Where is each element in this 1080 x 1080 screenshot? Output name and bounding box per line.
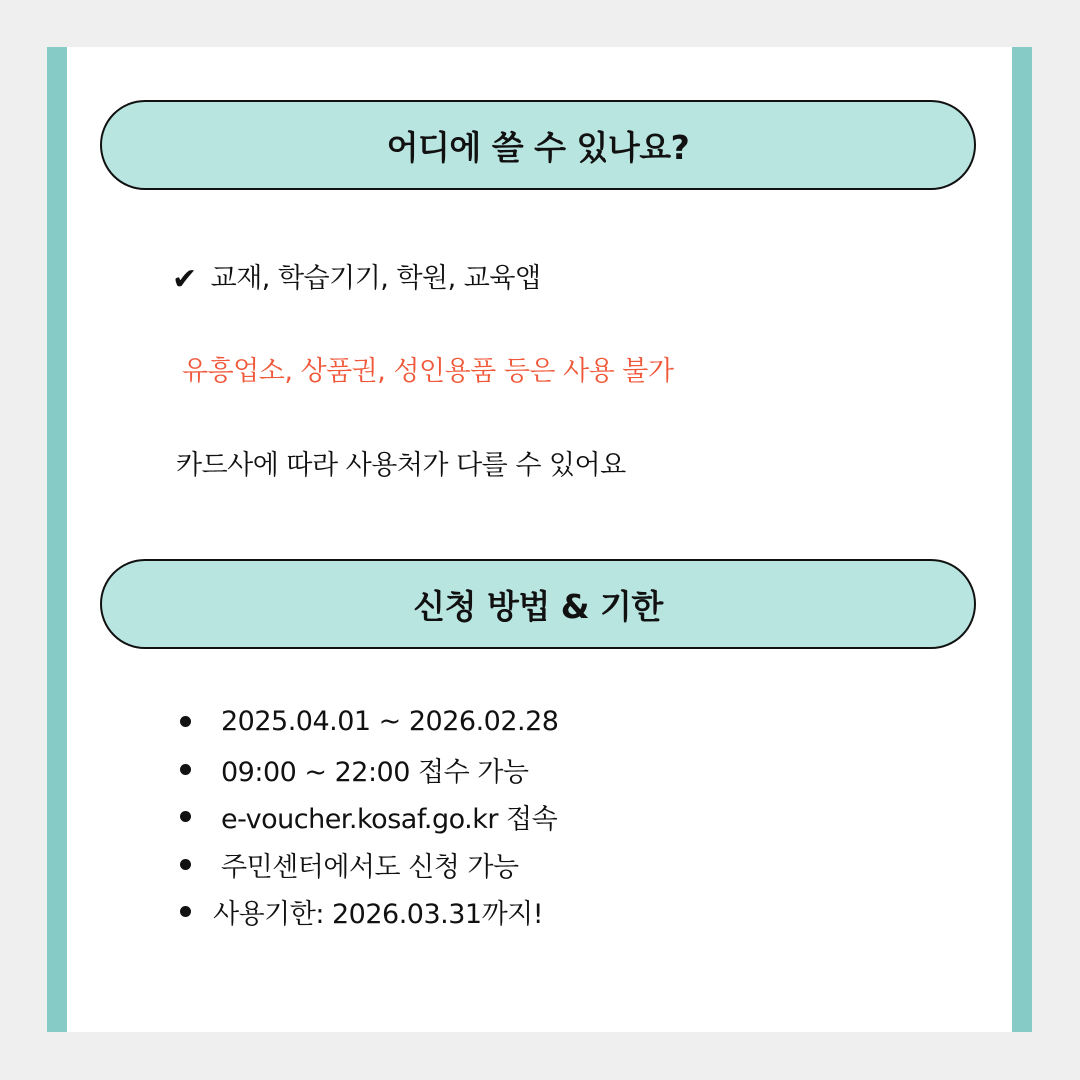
usage-section-header <box>100 100 976 190</box>
bullet-icon <box>180 716 191 727</box>
apply-website-text: e-voucher.kosaf.go.kr 접속 <box>221 804 558 836</box>
apply-period-text: 2025.04.01 ~ 2026.02.28 <box>221 706 559 738</box>
apply-info-list <box>180 698 558 936</box>
list-item <box>180 793 558 841</box>
usage-deadline-text: 사용기한: 2026.03.31까지! <box>213 899 544 931</box>
apply-community-center-text: 주민센터에서도 신청 가능 <box>221 851 519 883</box>
list-item <box>180 841 558 889</box>
restricted-usage-text: 유흥업소, 상품권, 성인용품 등은 사용 불가 <box>182 356 674 387</box>
usage-section-title: 어디에 쓸 수 있나요? <box>386 127 690 167</box>
bullet-icon <box>180 764 191 775</box>
apply-hours-text: 09:00 ~ 22:00 접수 가능 <box>221 756 529 788</box>
bullet-icon <box>180 859 191 870</box>
usage-note-text: 카드사에 따라 사용처가 다를 수 있어요 <box>176 450 626 481</box>
checkmark-icon: ✔ <box>172 262 197 297</box>
list-item <box>180 746 558 794</box>
allowed-usage-text: 교재, 학습기기, 학원, 교육앱 <box>210 263 541 294</box>
right-accent-bar <box>1012 47 1032 1032</box>
list-item <box>180 888 558 936</box>
left-accent-bar <box>47 47 67 1032</box>
info-card <box>47 47 1032 1032</box>
bullet-icon <box>180 906 191 917</box>
apply-section-header <box>100 559 976 649</box>
allowed-usage-line <box>172 256 541 297</box>
bullet-icon <box>180 811 191 822</box>
list-item <box>180 698 558 746</box>
apply-section-title: 신청 방법 & 기한 <box>413 586 663 626</box>
